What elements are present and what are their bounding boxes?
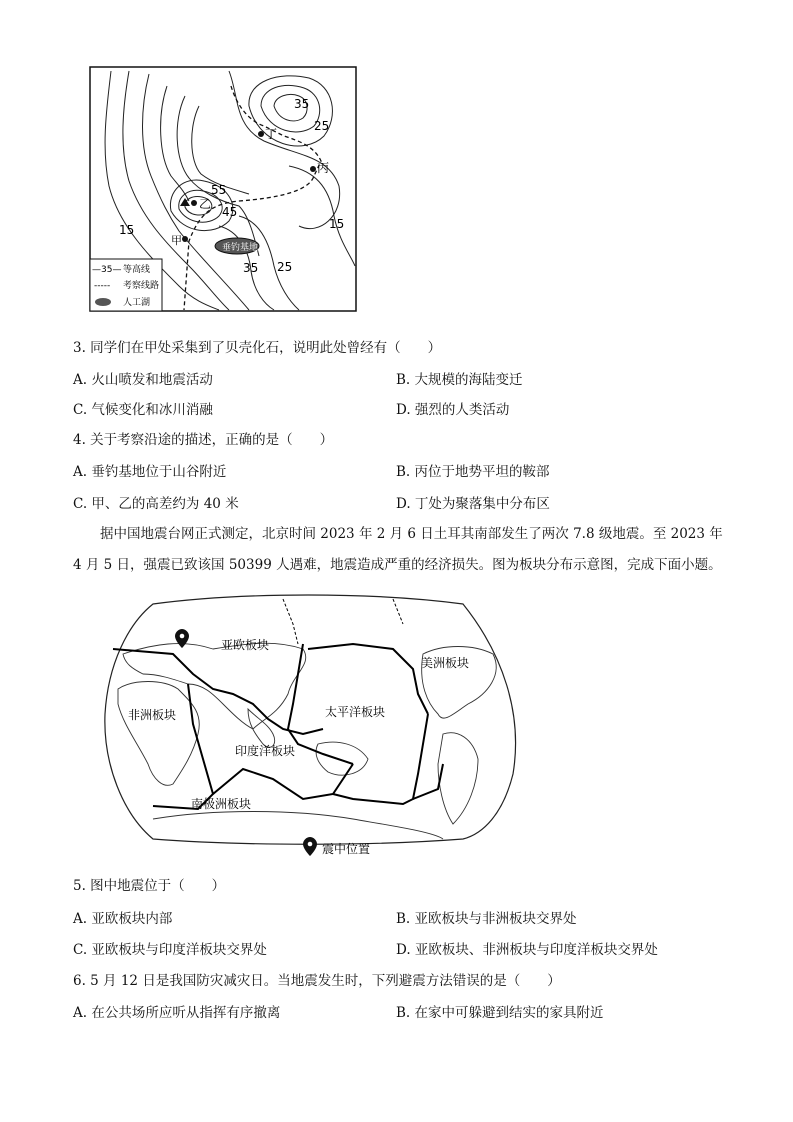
option[interactable]: B. 亚欧板块与非洲板块交界处 bbox=[396, 911, 577, 927]
option[interactable]: A. 亚欧板块内部 bbox=[73, 911, 173, 927]
legend-label: 震中位置 bbox=[322, 842, 371, 856]
plate-label-antarctic: 南极洲板块 bbox=[191, 797, 252, 811]
option[interactable]: C. 气候变化和冰川消融 bbox=[73, 402, 213, 418]
plate-label-african: 非洲板块 bbox=[128, 708, 177, 722]
plate-map bbox=[93, 594, 523, 864]
base-label: 垂钓基地 bbox=[222, 243, 259, 253]
legend-marker-icon bbox=[303, 837, 317, 856]
point-ding: 丁 bbox=[265, 127, 278, 141]
plate-label-indian: 印度洋板块 bbox=[235, 744, 296, 758]
option[interactable]: A. 垂钓基地位于山谷附近 bbox=[73, 464, 227, 480]
legend-label: 考察线路 bbox=[123, 281, 160, 291]
contour-label: 25 bbox=[314, 119, 330, 133]
option[interactable]: B. 大规模的海陆变迁 bbox=[396, 372, 523, 388]
legend-symbol: ----- bbox=[94, 281, 111, 291]
legend-label: 人工湖 bbox=[123, 298, 151, 308]
contour-label: 15 bbox=[119, 223, 135, 237]
plate-label-eurasian: 亚欧板块 bbox=[221, 638, 270, 652]
contour-label: 25 bbox=[277, 260, 293, 274]
question-3-stem: 3. 同学们在甲处采集到了贝壳化石，说明此处曾经有（ ） bbox=[73, 340, 442, 356]
plate-label-american: 美洲板块 bbox=[421, 656, 470, 670]
option[interactable]: D. 丁处为聚落集中分布区 bbox=[396, 496, 550, 512]
contour-label: 55 bbox=[211, 183, 227, 197]
contour-map bbox=[89, 66, 357, 312]
point-yi: 乙 bbox=[199, 197, 212, 211]
contour-label: 35 bbox=[243, 261, 259, 275]
option[interactable]: C. 亚欧板块与印度洋板块交界处 bbox=[73, 942, 267, 958]
question-5-stem: 5. 图中地震位于（ ） bbox=[73, 878, 226, 894]
option[interactable]: D. 强烈的人类活动 bbox=[396, 402, 510, 418]
point-jia: 甲 bbox=[171, 234, 182, 247]
option[interactable]: D. 亚欧板块、非洲板块与印度洋板块交界处 bbox=[396, 942, 658, 958]
option[interactable]: B. 丙位于地势平坦的鞍部 bbox=[396, 464, 550, 480]
option[interactable]: A. 火山喷发和地震活动 bbox=[73, 372, 213, 388]
option[interactable]: B. 在家中可躲避到结实的家具附近 bbox=[396, 1005, 604, 1021]
question-6-stem: 6. 5 月 12 日是我国防灾减灾日。当地震发生时，下列避震方法错误的是（ ） bbox=[73, 973, 561, 989]
passage: 据中国地震台网正式测定，北京时间 2023 年 2 月 6 日土耳其南部发生了两次 7.8 级地震。至 2023 年 4 月 5 日，强震已致该国 50399 人遇难，地震造成严重的经济损失。图为板块分布示意图，完成下面小题。 bbox=[73, 526, 723, 573]
option[interactable]: C. 甲、乙的高差约为 40 米 bbox=[73, 496, 239, 512]
contour-label: 45 bbox=[222, 205, 238, 219]
legend-label: 等高线 bbox=[123, 265, 151, 275]
contour-label: 35 bbox=[294, 97, 310, 111]
epicenter-marker-icon bbox=[175, 629, 189, 648]
option[interactable]: A. 在公共场所应听从指挥有序撤离 bbox=[73, 1005, 281, 1021]
contour-label: 15 bbox=[329, 217, 345, 231]
plate-label-pacific: 太平洋板块 bbox=[325, 705, 386, 719]
point-bing: 丙 bbox=[317, 161, 330, 175]
legend-symbol: —35— bbox=[92, 265, 122, 275]
question-4-stem: 4. 关于考察沿途的描述，正确的是（ ） bbox=[73, 432, 334, 448]
